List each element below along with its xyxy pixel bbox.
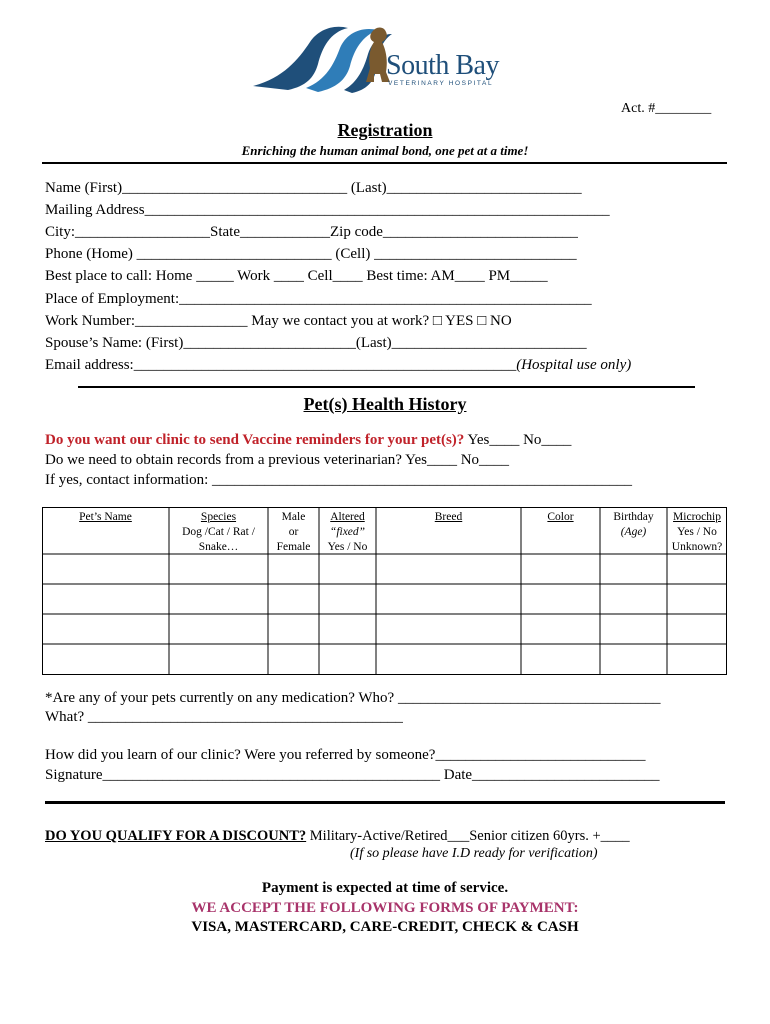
city-state-zip-field[interactable]: City:__________________State____________Zip code__________________________ (45, 224, 578, 240)
pet-table-header-line: Color (547, 511, 574, 523)
pet-table-header-cell (169, 510, 268, 555)
pet-table-header-line: Yes / No (327, 541, 368, 553)
pet-table-cell[interactable] (377, 645, 520, 674)
pet-table-cell[interactable] (170, 555, 267, 583)
pet-table-cell[interactable] (269, 615, 318, 643)
previous-records-question[interactable]: Do we need to obtain records from a previous veterinarian? Yes____ No____ (45, 452, 510, 468)
pet-table-header-line: Altered (330, 511, 365, 523)
health-history-title: Pet(s) Health History (303, 394, 467, 414)
pet-table-cell[interactable] (320, 615, 375, 643)
pet-table-header-line: or (288, 526, 299, 538)
pet-table-cell[interactable] (377, 585, 520, 613)
pet-table-cell[interactable] (269, 645, 318, 674)
pet-table-cell[interactable] (601, 645, 666, 674)
phone-field[interactable]: Phone (Home) __________________________ (Cell) ___________________________ (45, 246, 577, 262)
pet-table-cell[interactable] (522, 615, 599, 643)
registration-title: Registration (337, 120, 433, 140)
pet-table-cell[interactable] (601, 585, 666, 613)
discount-verification-note: (If so please have I.D ready for verification) (350, 846, 598, 861)
pet-table-header-line: Female (276, 541, 311, 553)
vaccine-reminder-label: Do you want our clinic to send Vaccine reminders for your pet(s)? (45, 432, 465, 448)
discount-label: DO YOU QUALIFY FOR A DISCOUNT? (45, 828, 307, 844)
pet-table-header-line: Yes / No (677, 526, 717, 538)
place-of-employment-field[interactable]: Place of Employment:_______________________________________________________ (45, 291, 592, 307)
pet-table-header-cell (600, 510, 667, 540)
pet-table-header-cell (376, 510, 521, 525)
payment-expected-text: Payment is expected at time of service. (261, 880, 509, 896)
pet-table-cell[interactable] (522, 585, 599, 613)
signature-divider (45, 801, 725, 804)
pet-table-cell[interactable] (43, 585, 168, 613)
pet-table-header-cell (667, 510, 727, 555)
pet-table-cell[interactable] (320, 585, 375, 613)
pet-table-header-cell (268, 510, 319, 555)
pet-table-cell[interactable] (377, 615, 520, 643)
pet-table-cell[interactable] (170, 615, 267, 643)
discount-options[interactable]: Military-Active/Retired___Senior citizen 60yrs. +____ (306, 828, 630, 844)
pet-table-header-cell (42, 510, 169, 525)
signature-date-field[interactable]: Signature_____________________________________________ Date_________________________ (45, 767, 660, 783)
work-number-field[interactable]: Work Number:_______________ May we contact you at work? □ YES □ NO (45, 313, 512, 329)
pet-table-header-line: Breed (434, 511, 463, 523)
pet-table-header-line: Dog /Cat / Rat / (182, 526, 255, 538)
account-number-field[interactable]: Act. #________ (621, 101, 712, 116)
pet-table-header-line: Snake… (198, 541, 239, 553)
pet-table-cell[interactable] (668, 555, 726, 583)
pet-table-cell[interactable] (43, 615, 168, 643)
pet-table-cell[interactable] (170, 645, 267, 674)
payment-methods-list: VISA, MASTERCARD, CARE-CREDIT, CHECK & CASH (191, 919, 579, 935)
discount-question[interactable] (45, 828, 630, 845)
best-place-to-call-field[interactable]: Best place to call: Home _____ Work ____ Cell____ Best time: AM____ PM_____ (45, 268, 548, 284)
header-divider (42, 162, 727, 164)
medication-question[interactable]: *Are any of your pets currently on any medication? Who? ___________________________________ (45, 690, 661, 706)
pet-table-cell[interactable] (43, 645, 168, 674)
pet-table-cell[interactable] (43, 555, 168, 583)
pet-table-cell[interactable] (601, 615, 666, 643)
pet-table-cell[interactable] (269, 585, 318, 613)
logo-name: South Bay (386, 50, 499, 81)
pet-table-header-line: “fixed” (329, 526, 366, 538)
pet-table-cell[interactable] (320, 555, 375, 583)
mailing-address-field[interactable]: Mailing Address______________________________________________________________ (45, 202, 610, 218)
pet-table-cell[interactable] (269, 555, 318, 583)
name-field[interactable]: Name (First)______________________________ (Last)__________________________ (45, 180, 582, 196)
pet-table-header-cell (319, 510, 376, 555)
hospital-use-note: (Hospital use only) (516, 357, 632, 373)
pet-table-cell[interactable] (522, 555, 599, 583)
pet-table-header-line: Birthday (613, 511, 654, 523)
pet-table-cell[interactable] (170, 585, 267, 613)
email-label: Email address:___________________________________________________ (45, 357, 517, 373)
referral-question[interactable]: How did you learn of our clinic? Were you referred by someone?____________________________ (45, 747, 646, 763)
tagline: Enriching the human animal bond, one pet at a time! (241, 143, 529, 158)
pet-table-header-line: Microchip (673, 511, 721, 523)
accepted-payments-heading: WE ACCEPT THE FOLLOWING FORMS OF PAYMENT: (191, 900, 579, 916)
pet-table-header-line: Pet’s Name (79, 511, 132, 523)
logo-subtitle: VETERINARY HOSPITAL (388, 80, 494, 87)
pet-table-cell[interactable] (668, 585, 726, 613)
pet-table-cell[interactable] (668, 645, 726, 674)
pet-table-cell[interactable] (601, 555, 666, 583)
email-address-field[interactable] (45, 357, 631, 374)
pet-table-cell[interactable] (668, 615, 726, 643)
pet-table-header-cell (521, 510, 600, 525)
section-divider (78, 386, 695, 388)
pet-table-header-line: Male (281, 511, 306, 523)
medication-what-field[interactable]: What? __________________________________________ (45, 709, 403, 725)
pet-table-cell[interactable] (320, 645, 375, 674)
pet-table-cell[interactable] (377, 555, 520, 583)
contact-information-field[interactable]: If yes, contact information: ________________________________________________________ (45, 472, 633, 488)
pet-table-cell[interactable] (522, 645, 599, 674)
vaccine-reminder-question[interactable] (45, 432, 571, 449)
pet-table-header-line: Species (200, 511, 237, 523)
pet-table-header-line: (Age) (620, 526, 647, 538)
vaccine-reminder-options[interactable]: Yes____ No____ (464, 432, 572, 448)
pet-table-header-line: Unknown? (671, 541, 723, 553)
spouse-name-field[interactable]: Spouse’s Name: (First)_______________________(Last)__________________________ (45, 335, 587, 351)
